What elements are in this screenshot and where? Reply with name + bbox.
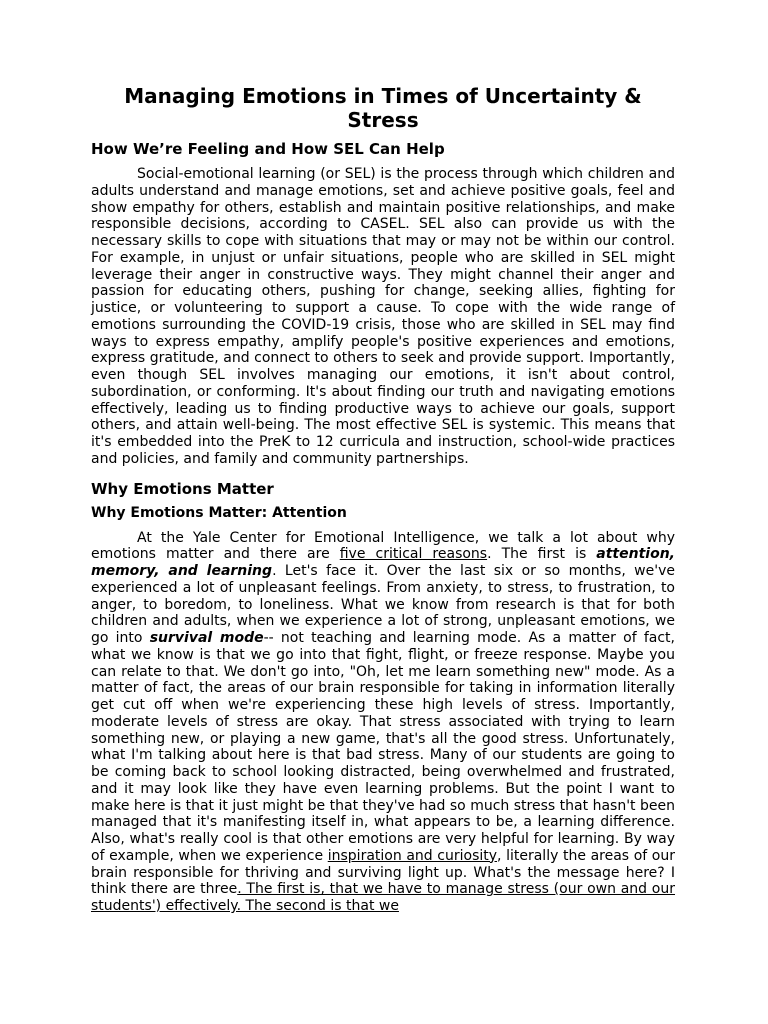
section-heading-why-emotions: Why Emotions Matter [91, 479, 274, 498]
text-run: -- not teaching and learning mode. As a matter of fact, what we know is that we go into that fight, flight, or freeze response. Maybe you can relate to that. We don't go into, "Oh, let me learn something new" mode. As a matter of fact, the areas of our brain responsible for taking in information literally get cut off when we're experiencing these high levels of stress. Importantly, moderate levels of stress are okay. That stress associated with trying to learn something new, or playing a new game, that's all the good stress. Unfortunately, what I'm talking about here is that bad stress. Many of our students are going to be coming back to school looking distracted, being overwhelmed and frustrated, and it may look like they have even learning problems. But the point I want to make here is that it just might be that they've had so much stress that hasn't been managed that it's manifesting itself in, what appears to be, a learning difference. Also, what's really cool is that other emotions are very helpful for learning. By way of example, when we experience [91, 630, 675, 864]
text-run: . Let's face it. Over the last six or so months, we've experienced a lot of unpleasant feelings. From anxiety, to stress, to frustration, to anger, to boredom, to loneliness. What we know from research is that for both children and adults, when we experience a lot of strong, unpleasant emotions, we go into [91, 563, 675, 646]
sel-paragraph: Social-emotional learning (or SEL) is the process through which children and adults understand and manage emotions, set and achieve positive goals, feel and show empathy for others, establish and maintain positive relationships, and make responsible decisions, according to CASEL. SEL also can provide us with the necessary skills to cope with situations that may or may not be within our control. For example, in unjust or unfair situations, people who are skilled in SEL might leverage their anger in constructive ways. They might channel their anger and passion for educating others, pushing for change, seeking allies, fighting for justice, or volunteering to support a cause. To cope with the wide range of emotions surrounding the COVID-19 crisis, those who are skilled in SEL may find ways to express empathy, amplify people's positive experiences and emotions, express gratitude, and connect to others to seek and provide support. Importantly, even though SEL involves managing our emotions, it isn't about control, subordination, or conforming. It's about finding our truth and navigating emotions effectively, leading us to finding productive ways to achieve our goals, support others, and attain well-being. The most effective SEL is systemic. This means that it's embedded into the PreK to 12 curricula and instruction, school-wide practices and policies, and family and community partnerships. [91, 166, 675, 467]
document-title: Managing Emotions in Times of Uncertainty & Stress [124, 84, 642, 132]
emphasis-attention: attention, memory, and learning [91, 546, 675, 579]
manage-stress-link[interactable]: . The first is, that we have to manage stress (our own and our students') effectively. The second is that we [91, 881, 675, 914]
subheading-attention: Why Emotions Matter: Attention [91, 504, 347, 521]
emphasis-survival-mode: survival mode [149, 630, 264, 646]
section-heading-sel: How We’re Feeling and How SEL Can Help [91, 140, 445, 158]
text-run: , literally the areas of our brain responsible for thriving and surviving light up. What's the message here? I think there are three [91, 847, 675, 898]
text-run: At the Yale Center for Emotional Intelligence, we talk a lot about why emotions matter and there are [91, 529, 675, 563]
document-page [91, 84, 675, 915]
five-critical-reasons-link[interactable]: five critical reasons [339, 546, 488, 563]
text-run: . The first is [487, 546, 597, 563]
inspiration-curiosity-link[interactable]: inspiration and curiosity [327, 847, 498, 864]
attention-paragraph [91, 530, 675, 915]
